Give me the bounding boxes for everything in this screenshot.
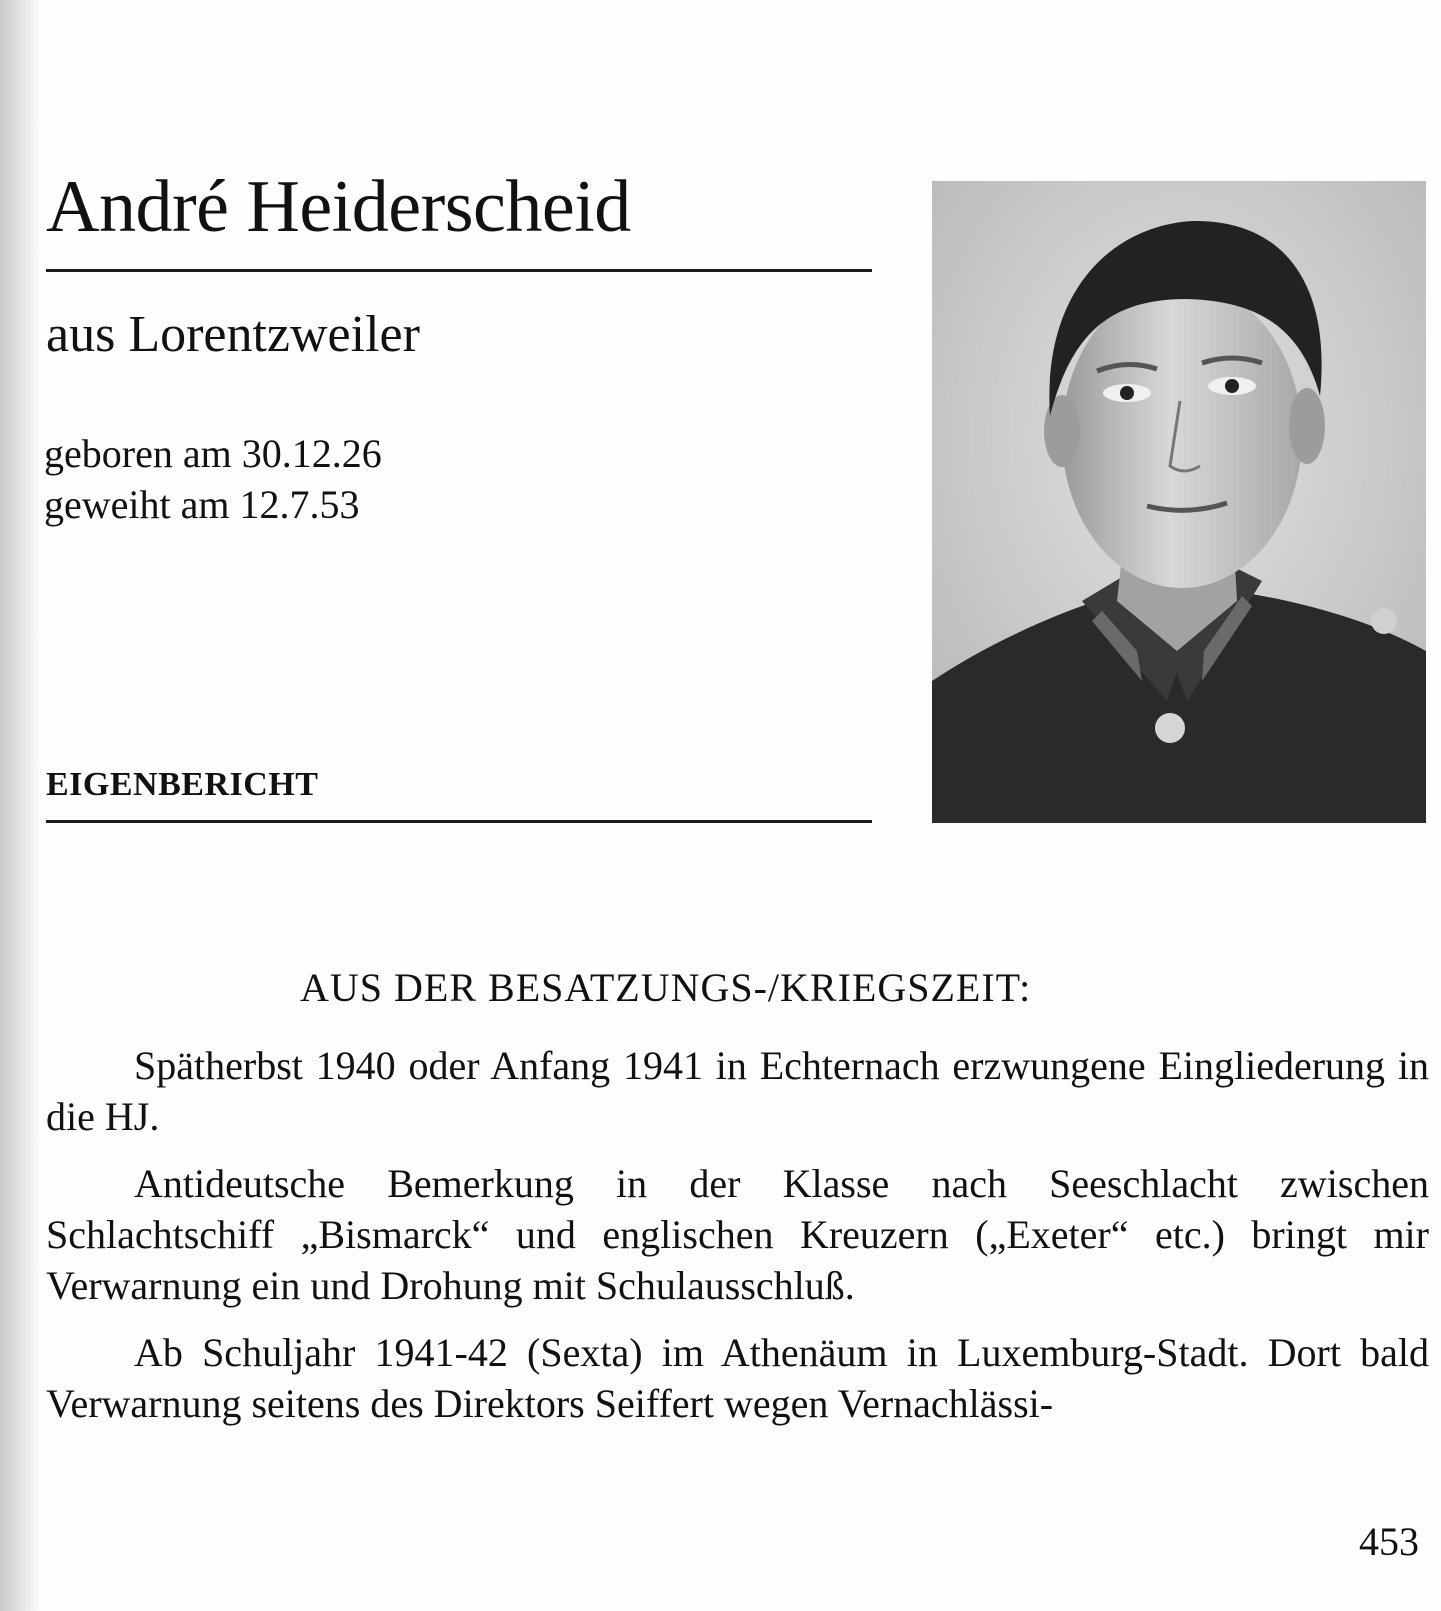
person-name-title: André Heiderscheid <box>46 166 631 248</box>
portrait-photo <box>932 181 1426 823</box>
ordination-date: geweiht am 12.7.53 <box>44 482 360 527</box>
section-heading: AUS DER BESATZUNGS-/KRIEGSZEIT: <box>300 965 1032 1010</box>
article-body <box>46 1040 1429 1445</box>
section-label: EIGENBERICHT <box>46 766 319 803</box>
page-gutter-shadow <box>0 0 40 1611</box>
paragraph: Ab Schuljahr 1941-42 (Sexta) im Athenäum in Luxemburg-Stadt. Dort bald Verwarnung seitens des Direktors Seiffert wegen Vernachlässi- <box>46 1330 1429 1426</box>
origin-subtitle: aus Lorentzweiler <box>46 306 420 363</box>
paragraph: Antideutsche Bemerkung in der Klasse nach Seeschlacht zwischen Schlachtschiff „Bismarck“ und englischen Kreuzern („Exeter“ etc.) bringt mir Verwarnung ein und Drohung mit Schulausschluß. <box>46 1161 1429 1308</box>
biographical-dates <box>44 428 382 530</box>
portrait-illustration <box>932 181 1426 823</box>
title-divider <box>46 269 872 272</box>
section-divider <box>46 820 872 823</box>
paragraph: Spätherbst 1940 oder Anfang 1941 in Echternach erzwungene Eingliederung in die HJ. <box>46 1043 1429 1139</box>
page-number: 453 <box>1359 1519 1419 1564</box>
birth-date: geboren am 30.12.26 <box>44 431 382 476</box>
